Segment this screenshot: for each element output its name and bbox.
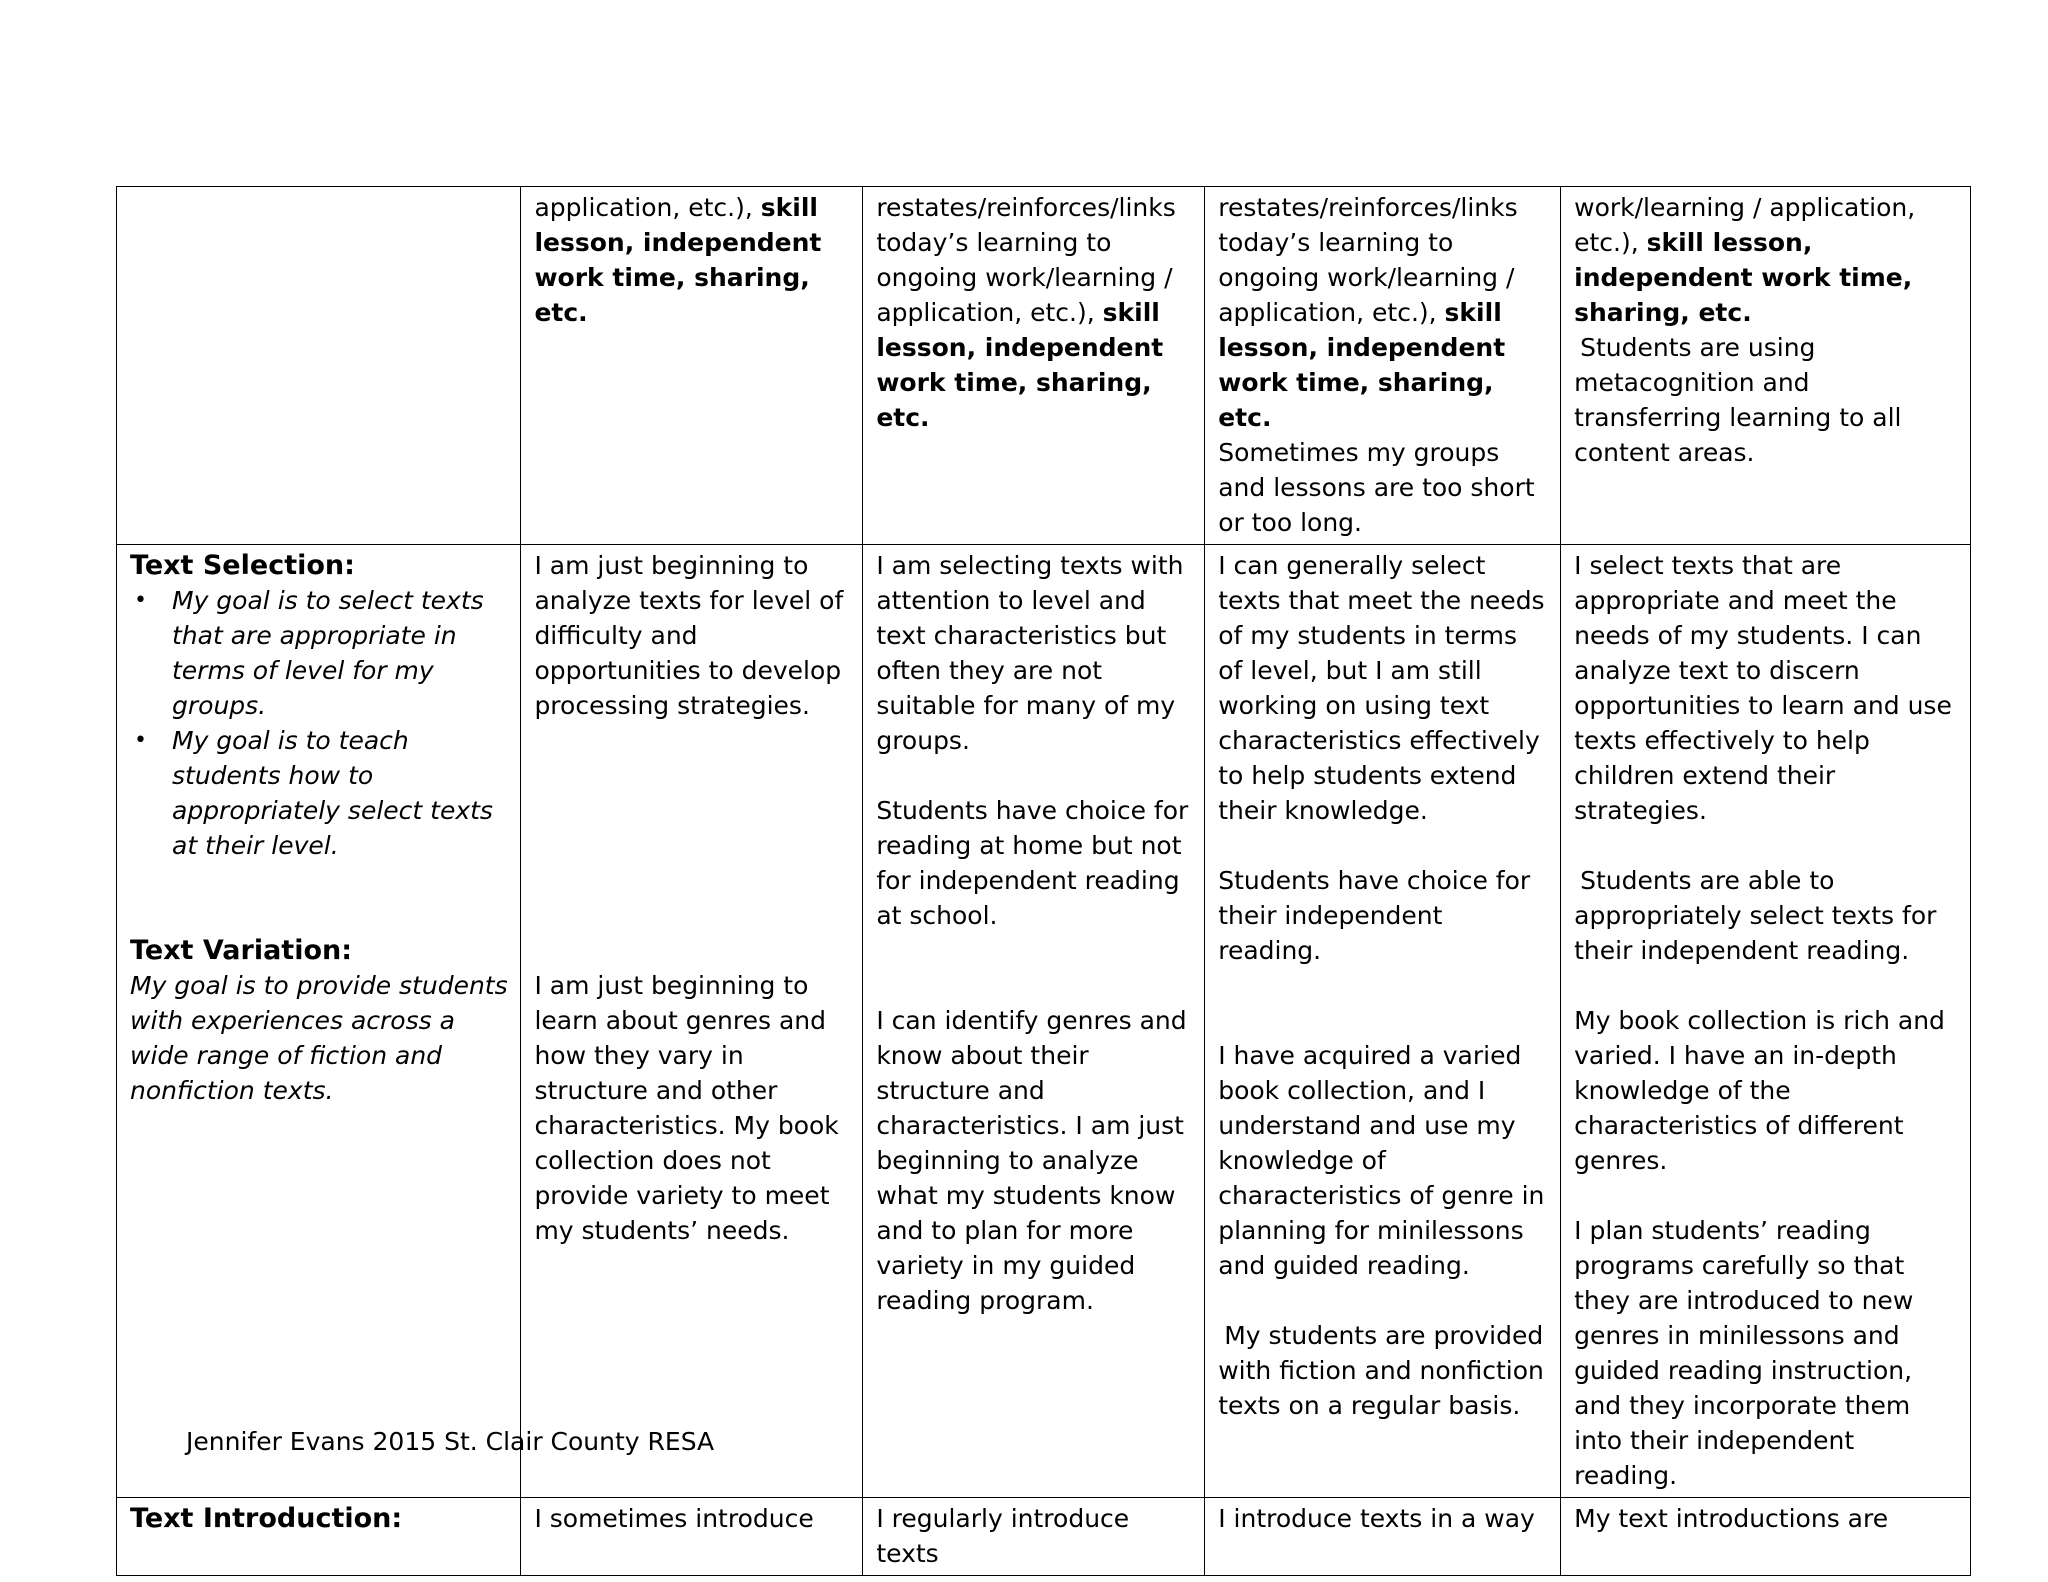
cell-text: I am selecting texts with attention to level and text characteristics but often they are not suitable for many of my groups. <box>876 551 1184 755</box>
cell-bold-text: skill lesson, independent work time, sharing, etc. <box>876 298 1164 432</box>
cell-text: Students have choice for reading at home but not for independent reading at school. <box>876 796 1189 930</box>
text-variation-goal: My goal is to provide students with experiences across a wide range of fiction and nonfiction texts. <box>130 971 508 1105</box>
cell-criteria-text-selection <box>117 545 521 1498</box>
cell-bold-text: skill lesson, independent work time, sharing, etc. <box>1218 298 1506 432</box>
cell-text: restates/reinforces/links today’s learning to ongoing work/learning / application, etc.), <box>876 193 1176 327</box>
cell-text: I am just beginning to learn about genres and how they vary in structure and other characteristics. My book collection does not provide variety to meet my students’ needs. <box>534 971 839 1245</box>
text-introduction-heading: Text Introduction: <box>130 1503 403 1534</box>
cell-level-3-text-selection <box>1205 545 1561 1498</box>
cell-level-4-text-selection <box>1561 545 1971 1498</box>
cell-level-2-text-selection <box>863 545 1205 1498</box>
cell-level-3-text-introduction <box>1205 1498 1561 1576</box>
cell-level-1-text-selection <box>521 545 863 1498</box>
goal-item <box>134 583 508 723</box>
table-row-text-introduction <box>117 1498 1971 1576</box>
table-row-text-selection <box>117 545 1971 1498</box>
table-row-continued <box>117 187 1971 545</box>
cell-bold-text: skill lesson, independent work time, sharing, etc. <box>1574 228 1913 327</box>
cell-level-3-continued <box>1205 187 1561 545</box>
cell-text: I can generally select texts that meet the needs of my students in terms of level, but I am still working on using text characteristics effectively to help students extend their knowledge. <box>1218 551 1545 825</box>
cell-text: I plan students’ reading programs carefully so that they are introduced to new genres in minilessons and guided reading instruction, and they incorporate them into their independent reading. <box>1574 1216 1914 1490</box>
goal-item <box>134 723 508 863</box>
cell-level-2-text-introduction <box>863 1498 1205 1576</box>
cell-level-2-continued <box>863 187 1205 545</box>
goal-text: My goal is to teach students how to appropriately select texts at their level. <box>172 726 493 860</box>
cell-text: I sometimes introduce <box>534 1504 814 1533</box>
cell-text: work/learning / application, etc.), <box>1574 193 1916 257</box>
cell-level-4-text-introduction <box>1561 1498 1971 1576</box>
cell-text: I can identify genres and know about their structure and characteristics. I am just beginning to analyze what my students know and to plan for more variety in my guided reading program. <box>876 1006 1187 1315</box>
goal-text: My goal is to select texts that are appropriate in terms of level for my groups. <box>172 586 484 720</box>
cell-text: I have acquired a varied book collection, and I understand and use my knowledge of characteristics of genre in planning for minilessons and guided reading. <box>1218 1041 1545 1280</box>
cell-text: Students have choice for their independent reading. <box>1218 866 1531 965</box>
cell-text: My text introductions are <box>1574 1504 1889 1533</box>
bullet-icon: • <box>134 728 147 753</box>
text-variation-heading: Text Variation: <box>130 935 353 966</box>
cell-text: My students are provided with fiction and nonfiction texts on a regular basis. <box>1218 1321 1544 1420</box>
cell-level-1-continued <box>521 187 863 545</box>
cell-text: I am just beginning to analyze texts for level of difficulty and opportunities to develop processing strategies. <box>534 551 844 720</box>
cell-text: Students are using metacognition and transferring learning to all content areas. <box>1574 333 1902 467</box>
rubric-table <box>116 186 1971 1576</box>
cell-level-4-continued <box>1561 187 1971 545</box>
cell-text: restates/reinforces/links today’s learning to ongoing work/learning / application, etc.), <box>1218 193 1518 327</box>
page-footer: Jennifer Evans 2015 St. Clair County RESA <box>186 1427 715 1456</box>
cell-criteria-text-introduction <box>117 1498 521 1576</box>
cell-text: I introduce texts in a way <box>1218 1504 1535 1533</box>
cell-text: I regularly introduce texts <box>876 1504 1130 1568</box>
cell-text: Sometimes my groups and lessons are too short or too long. <box>1218 438 1535 537</box>
bullet-icon: • <box>134 588 147 613</box>
cell-text: My book collection is rich and varied. I have an in-depth knowledge of the characteristics of different genres. <box>1574 1006 1945 1175</box>
cell-bold-text: skill lesson, independent work time, sharing, etc. <box>534 193 822 327</box>
cell-text: I select texts that are appropriate and meet the needs of my students. I can analyze text to discern opportunities to learn and use texts effectively to help children extend their strategies. <box>1574 551 1952 825</box>
text-selection-heading: Text Selection: <box>130 550 355 581</box>
cell-criteria-continued <box>117 187 521 545</box>
cell-text: Students are able to appropriately select texts for their independent reading. <box>1574 866 1937 965</box>
text-selection-goals <box>130 583 508 863</box>
cell-text: application, etc.), <box>534 193 761 222</box>
cell-level-1-text-introduction <box>521 1498 863 1576</box>
